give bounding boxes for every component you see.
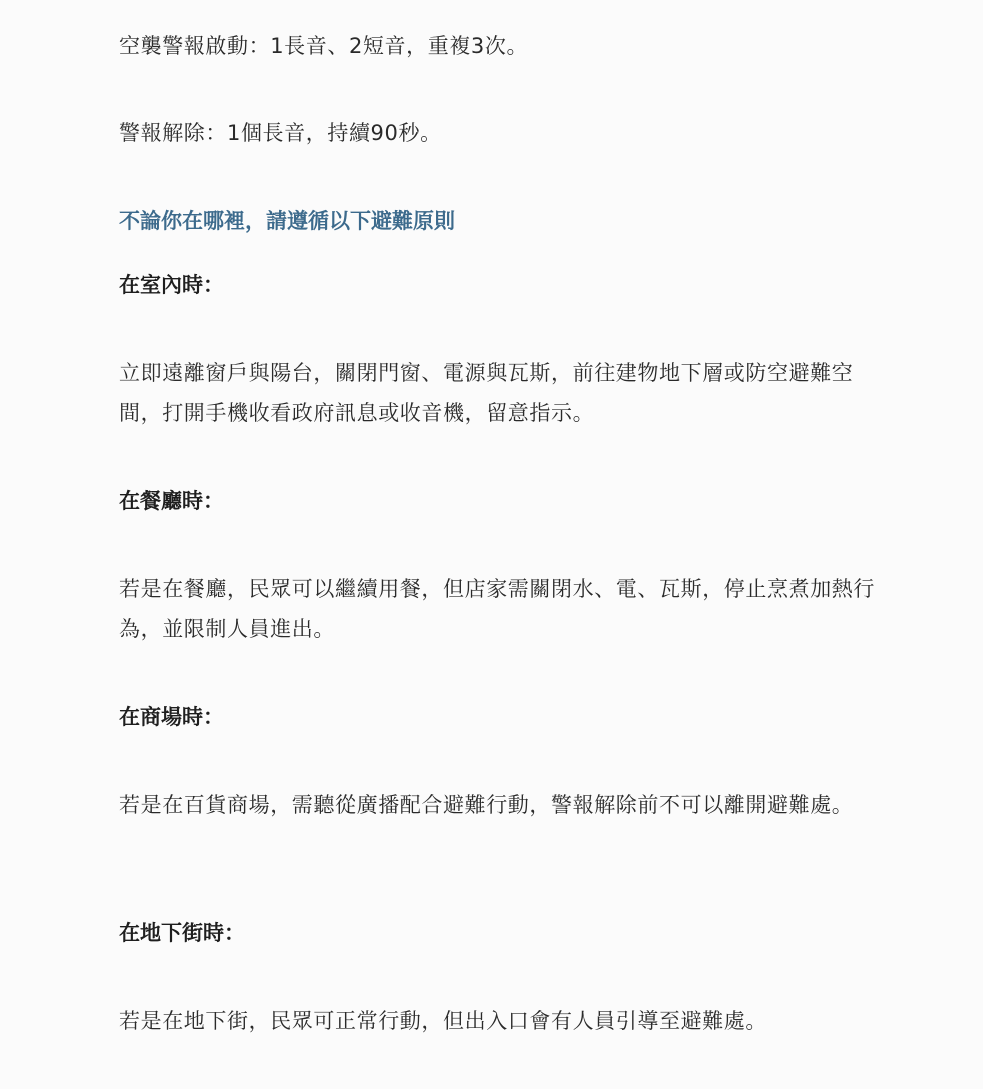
underground-text: 若是在地下街，民眾可正常行動，但出入口會有人員引導至避難處。 [119,1009,767,1033]
restaurant-text: 若是在餐廳，民眾可以繼續用餐，但店家需關閉水、電、瓦斯，停止烹煮加熱行為，並限制人員進出。 [119,577,875,641]
section-heading: 不論你在哪裡，請遵循以下避難原則 [119,209,455,233]
mall-text: 若是在百貨商場，需聽從廣播配合避難行動，警報解除前不可以離開避難處。 [119,793,854,817]
restaurant-label: 在餐廳時： [119,489,224,513]
underground-label: 在地下街時： [119,921,245,945]
alarm-end-text: 警報解除：1個長音，持續90秒。 [119,121,442,145]
alarm-start-text: 空襲警報啟動：1長音、2短音，重複3次。 [119,34,529,58]
mall-label: 在商場時： [119,705,224,729]
indoor-text: 立即遠離窗戶與陽台，關閉門窗、電源與瓦斯，前往建物地下層或防空避難空間，打開手機收看政府訊息或收音機，留意指示。 [119,361,854,425]
indoor-label: 在室內時： [119,273,224,297]
